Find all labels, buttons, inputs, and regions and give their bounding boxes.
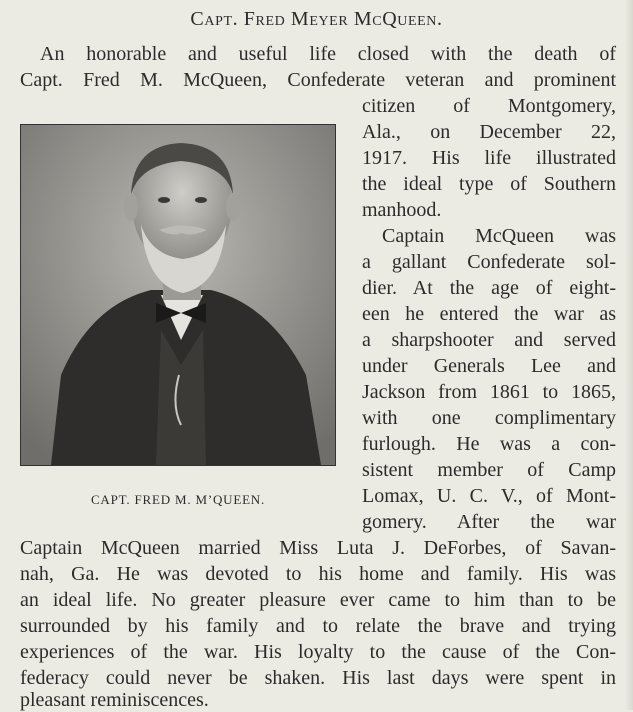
text-line: furlough. He was a con- [362, 433, 616, 455]
text-line: under Generals Lee and [362, 355, 616, 377]
text-line: pleasant reminiscences. [20, 689, 209, 711]
text-line: a gallant Confederate sol- [362, 251, 616, 273]
text-line: a sharpshooter and served [362, 329, 616, 351]
page-edge-shadow [625, 0, 633, 710]
text-line: An honorable and useful life closed with the death of [40, 43, 616, 65]
text-line: Jackson from 1861 to 1865, [362, 381, 616, 403]
photo-caption: CAPT. FRED M. M’QUEEN. [90, 492, 266, 507]
text-line: citizen of Montgomery, [362, 95, 616, 117]
text-line: sistent member of Camp [362, 459, 616, 481]
text-line: een he entered the war as [362, 303, 616, 325]
text-line: nah, Ga. He was devoted to his home and family. His was [20, 563, 616, 585]
text-line: an ideal life. No greater pleasure ever came to him than to be [20, 589, 616, 611]
text-line: 1917. His life illustrated [362, 147, 616, 169]
text-line: surrounded by his family and to relate the brave and trying [20, 615, 616, 637]
text-line: Lomax, U. C. V., of Mont- [362, 485, 616, 507]
text-line: experiences of the war. His loyalty to the cause of the Con- [20, 641, 616, 663]
text-line: Captain McQueen married Miss Luta J. DeForbes, of Savan- [20, 537, 616, 559]
text-line: gomery. After the war [362, 511, 616, 533]
text-line: with one complimentary [362, 407, 616, 429]
text-line: federacy could never be shaken. His last days were spent in [20, 667, 616, 689]
text-line: Capt. Fred M. McQueen, Confederate veteran and prominent [20, 69, 616, 91]
portrait-photo [20, 124, 336, 466]
portrait-photo-icon [21, 125, 335, 465]
article-title: Capt. Fred Meyer McQueen. [190, 8, 443, 30]
text-line: Ala., on December 22, [362, 121, 616, 143]
text-line: manhood. [362, 199, 442, 221]
text-line: dier. At the age of eight- [362, 277, 616, 299]
text-line: Captain McQueen was [382, 225, 616, 247]
text-line: the ideal type of Southern [362, 173, 616, 195]
